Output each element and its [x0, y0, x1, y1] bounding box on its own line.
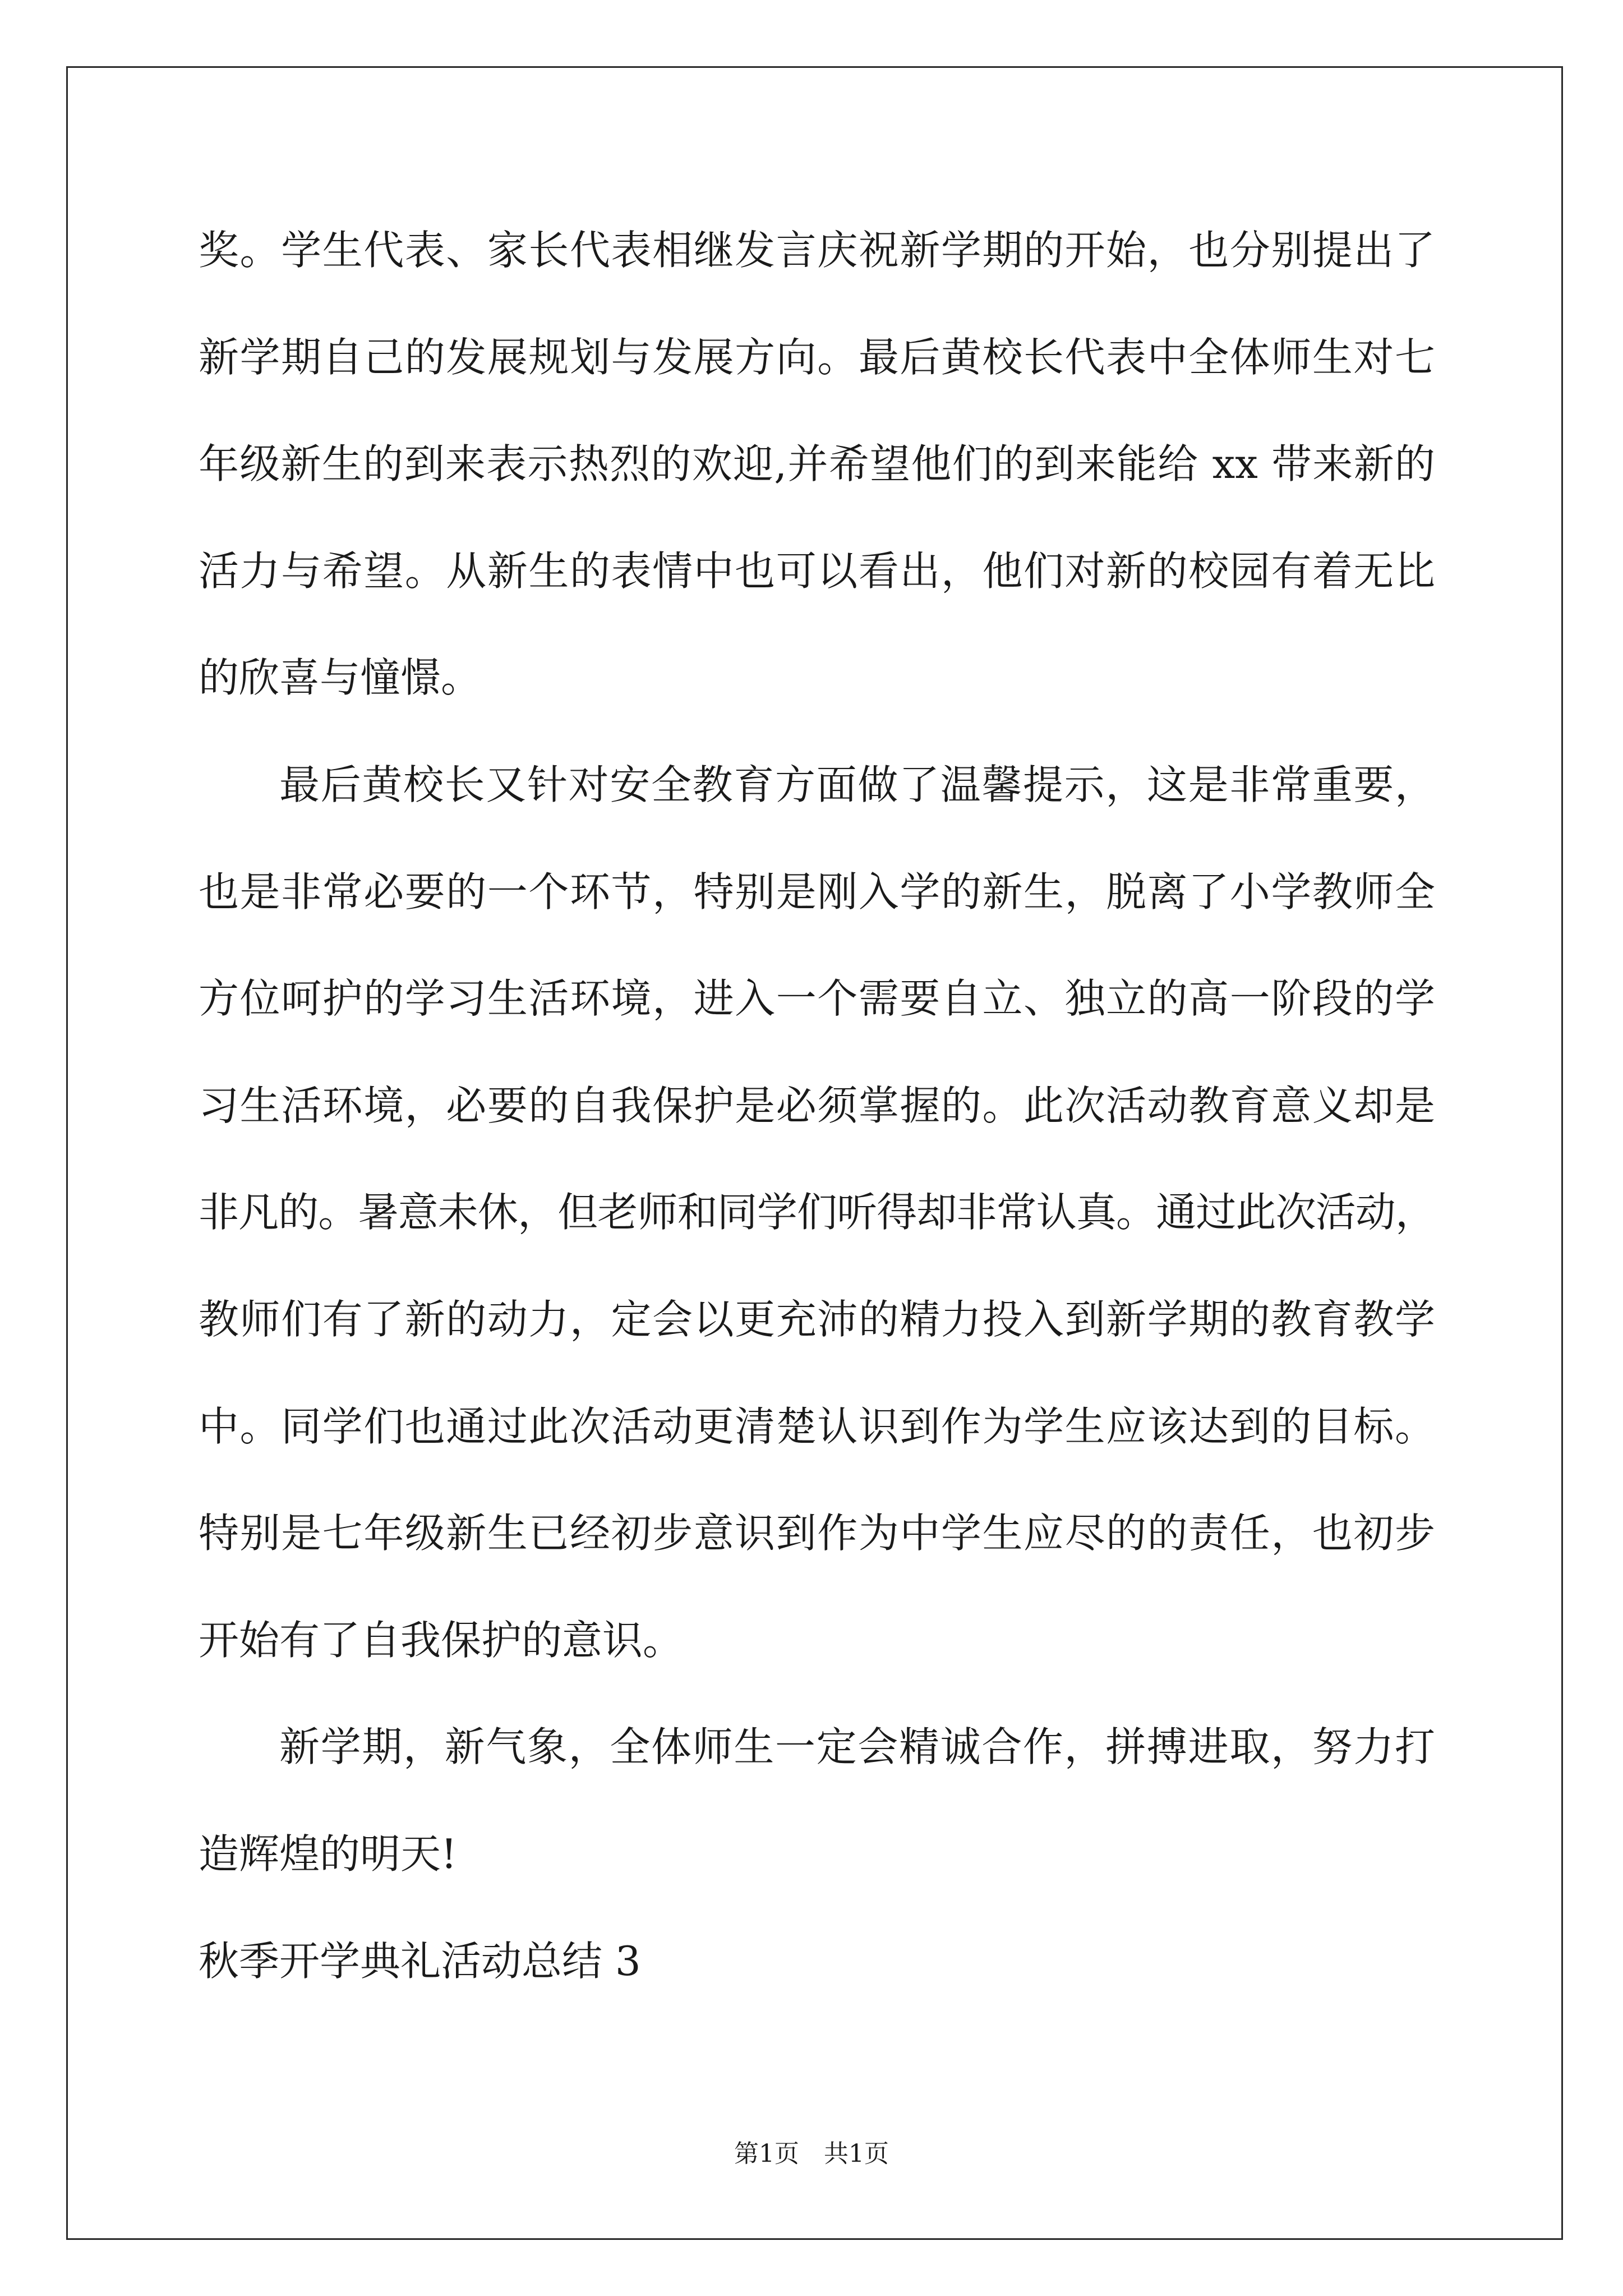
- document-body: [199, 197, 1435, 2014]
- text-line: 最后黄校长又针对安全教育方面做了温馨提示，这是非常重要，: [279, 761, 1435, 808]
- text-line: 年级新生的到来表示热烈的欢迎,并希望他们的到来能给 xx 带来新的: [199, 440, 1435, 488]
- text-line: 的欣喜与憧憬。: [199, 654, 482, 702]
- text-line: 中。同学们也通过此次活动更清楚认识到作为学生应该达到的目标。: [199, 1402, 1435, 1450]
- section-heading: 秋季开学典礼活动总结 3: [199, 1937, 641, 1985]
- text-line: 教师们有了新的动力，定会以更充沛的精力投入到新学期的教育教学: [199, 1295, 1435, 1343]
- text-line: 方位呵护的学习生活环境，进入一个需要自立、独立的高一阶段的学: [199, 975, 1435, 1023]
- page-footer: [0, 2138, 1623, 2170]
- text-line: 新学期自己的发展规划与发展方向。最后黄校长代表中全体师生对七: [199, 333, 1435, 381]
- page-total: 共1页: [824, 2139, 889, 2168]
- text-line: 非凡的。暑意未休，但老师和同学们听得却非常认真。通过此次活动，: [199, 1189, 1435, 1236]
- paragraph-1: [199, 197, 1435, 731]
- text-line: 造辉煌的明天!: [199, 1830, 457, 1878]
- text-line: 新学期，新气象，全体师生一定会精诚合作，拼搏进取，努力打: [279, 1723, 1435, 1771]
- paragraph-2: [199, 731, 1435, 1694]
- text-line: 奖。学生代表、家长代表相继发言庆祝新学期的开始，也分别提出了: [199, 227, 1435, 274]
- text-line: 习生活环境，必要的自我保护是必须掌握的。此次活动教育意义却是: [199, 1082, 1435, 1129]
- text-line: 活力与希望。从新生的表情中也可以看出，他们对新的校园有着无比: [199, 547, 1435, 595]
- text-line: 特别是七年级新生已经初步意识到作为中学生应尽的的责任，也初步: [199, 1510, 1435, 1557]
- text-line: 开始有了自我保护的意识。: [199, 1616, 684, 1664]
- page-number: 第1页: [734, 2139, 799, 2168]
- paragraph-3: [199, 1694, 1435, 1907]
- text-line: 也是非常必要的一个环节，特别是刚入学的新生，脱离了小学教师全: [199, 868, 1435, 915]
